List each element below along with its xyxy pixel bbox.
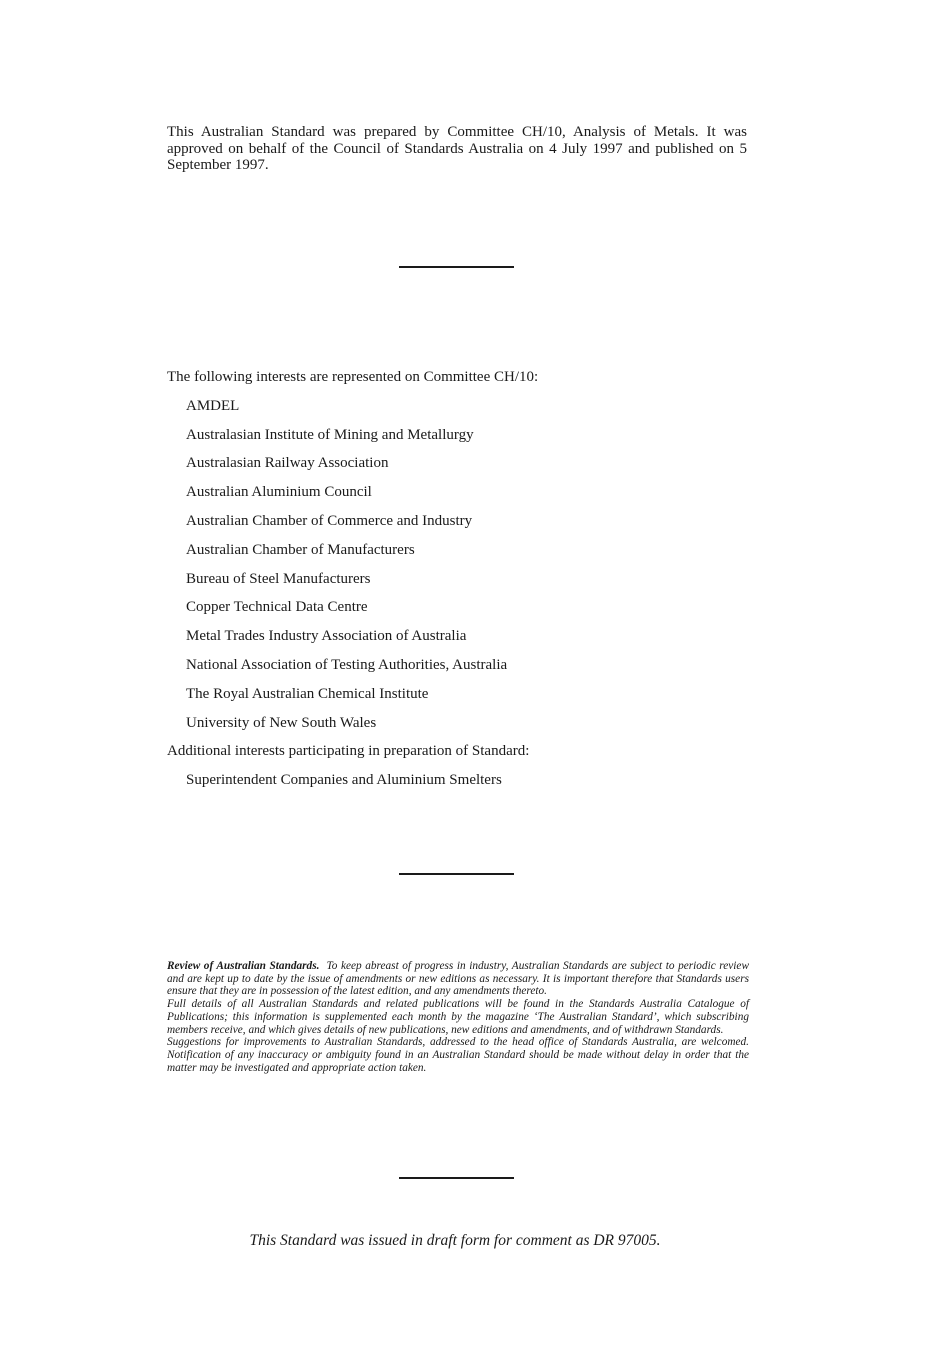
review-paragraph bbox=[167, 960, 749, 998]
interests-heading: The following interests are represented on Committee CH/10: bbox=[167, 369, 539, 385]
member-item: Bureau of Steel Manufacturers bbox=[186, 570, 371, 587]
member-item: University of New South Wales bbox=[186, 714, 377, 731]
divider-rule bbox=[399, 1177, 514, 1179]
member-item: Metal Trades Industry Association of Australia bbox=[186, 628, 467, 645]
member-item: Australian Chamber of Commerce and Industry bbox=[186, 512, 473, 529]
catalogue-paragraph: Full details of all Australian Standards and related publications will be found in the Standards Australia Catalogue of Publications; this information is supplemented each month by the magazine ‘The Australian Standard’, which subscribing members receive, and which gives details of new publications, new editions and amendments, and of withdrawn Standards. bbox=[167, 998, 749, 1036]
member-item: Australian Chamber of Manufacturers bbox=[186, 541, 415, 558]
review-notice bbox=[167, 960, 749, 1074]
member-item: Australasian Institute of Mining and Metallurgy bbox=[186, 426, 474, 443]
member-item: Australian Aluminium Council bbox=[186, 484, 372, 501]
suggestions-paragraph: Suggestions for improvements to Australian Standards, addressed to the head office of Standards Australia, are welcomed. Notification of any inaccuracy or ambiguity found in an Australian Standard should be made without delay in order that the matter may be investigated and appropriate action taken. bbox=[167, 1036, 749, 1074]
committee-interests bbox=[167, 366, 747, 798]
member-item: AMDEL bbox=[186, 397, 240, 414]
draft-note: This Standard was issued in draft form for comment as DR 97005. bbox=[249, 1232, 661, 1249]
additional-member-item: Superintendent Companies and Aluminium Smelters bbox=[186, 772, 502, 789]
member-item: The Royal Australian Chemical Institute bbox=[186, 685, 429, 702]
preparation-statement: This Australian Standard was prepared by Committee CH/10, Analysis of Metals. It was approved on behalf of the Council of Standards Australia on 4 July 1997 and published on 5 September 1997. bbox=[167, 124, 747, 173]
member-item: Copper Technical Data Centre bbox=[186, 599, 368, 616]
member-item: National Association of Testing Authorities, Australia bbox=[186, 656, 508, 673]
review-text: To keep abreast of progress in industry, Australian Standards are subject to periodic review and are kept up to date by the issue of amendments or new editions as necessary. It is important therefore that Standards users ensure that they are in possession of the latest edition, and any amendments thereto. bbox=[167, 960, 749, 998]
review-lead: Review of Australian Standards. bbox=[167, 960, 320, 972]
divider-rule bbox=[399, 873, 514, 875]
member-item: Australasian Railway Association bbox=[186, 455, 389, 472]
additional-interests-heading: Additional interests participating in preparation of Standard: bbox=[167, 743, 530, 760]
divider-rule bbox=[399, 266, 514, 268]
